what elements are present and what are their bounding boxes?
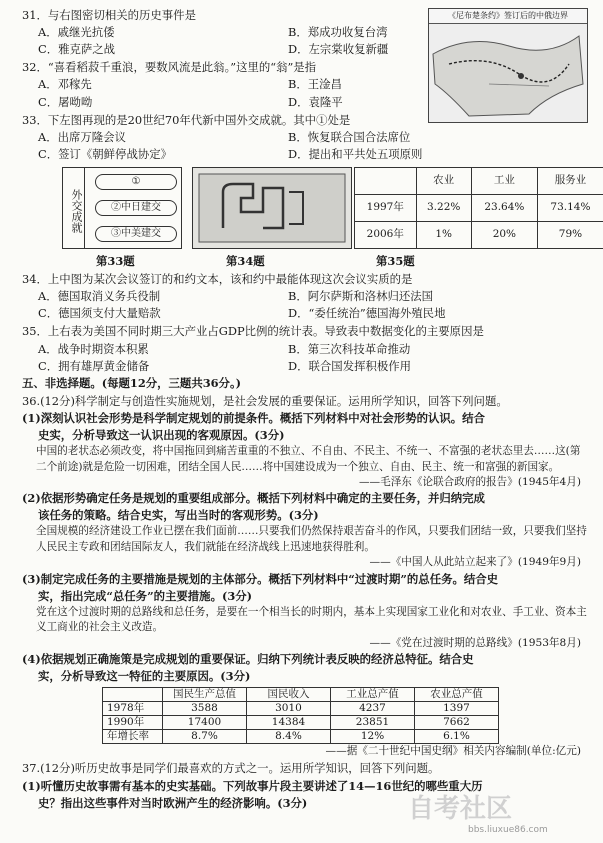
table-header-row: 国民生产总值 国民收入 工业总产值 农业总产值 xyxy=(103,688,499,702)
question-34 xyxy=(22,271,589,322)
figure-captions xyxy=(22,253,589,270)
diplomacy-diagram xyxy=(62,167,182,249)
question-36: 36.(12分)科学制定与创造性实施规划，是社会发展的重要保证。运用所学知识，回答下列问题。 (1)深刻认识社会形势是科学制定规划的前提条件。概括下列材料中对社会形势的认识。结合 史实，分析导致这一认识出现的客观原因。(3分) 中国的老状态必须改变，将中国拖回到痛苦重重的不独立、不自由、不民主、不统一、不富强的老状态里去……这(第二个前途)就是危险一切困难，团结全国人民……将中国建设成为一个独立、自由、民主、统一和富强的新国家。 ——毛泽东《论联合政府的报告》(1945年4月) (2)依据形势确定任务是规划的重要组成部分。概括下列材料中确定的主要任务，并归纳完成 该任务的策略。结合史实，写出当时的客观形势。(3分) 全国规模的经济建设工作业已摆在我们面前……只要我们仍然保持艰苦奋斗的作风，只要我们团结一致，只要我们坚持人民民主专政和团结国际友人，我们就能在经济战线上迅速地获得胜利。 ——《中国人从此站立起来了》(1949年9月) (3)制定完成任务的主要措施是规划的主体部分。概括下列材料中“过渡时期”的总任务。结合史 实，指出完成“总任务”的主要措施。(3分) 党在这个过渡时期的总路线和总任务，是要在一个相当长的时期内，基本上实现国家工业化和对农业、手工业、资本主义工商业的社会主义改造。 ——《党在过渡时期的总路线》(1953年8月) (4)依据规划正确施策是完成规划的重要保证。归纳下列统计表反映的经济总特征。结合史 实，分析导致这一特征的主要原因。(3分) 国民生产总值 国民收入 工业总产值 农业总产值 1978年 3588 3010 4237 1397 1990年 17400 14384 23851 7662 年增长率 8.7% 8.4% 12% 6.1% ——据《二十世纪中国史纲》相关内容编制(单位:亿元) xyxy=(22,393,589,760)
q36-material3: 党在这个过渡时期的总路线和总任务，是要在一个相当长的时期内，基本上实现国家工业化和对农业、手工业、资本主义工商业的社会主义改造。 xyxy=(36,605,587,634)
q34-options xyxy=(22,288,589,322)
q32-stem: 32．“喜看稻菽千重浪，要数风流是此翁。”这里的“翁”是指 xyxy=(22,60,317,75)
q34-option-c[interactable]: C．德国须支付大量赔款 xyxy=(38,306,161,321)
q35-option-a[interactable]: A．战争时期资本积累 xyxy=(38,341,149,356)
q36-material2: 全国规模的经济建设工作业已摆在我们面前……只要我们仍然保持艰苦奋斗的作风，只要我们团结一致，只要我们坚持人民民主专政和团结国际友人，我们就能在经济战线上迅速地获得胜利。 xyxy=(36,525,587,553)
q36-part2: (2)依据形势确定任务是规划的重要组成部分。概括下列材料中确定的主要任务，并归纳完成 xyxy=(22,491,485,506)
diagram-side-label: 外交成就 xyxy=(63,168,85,248)
economy-stats-table xyxy=(102,687,499,744)
treaty-document-photo xyxy=(192,167,352,249)
caption-35: 第35题 xyxy=(376,253,415,268)
table-header-row: 农业 工业 服务业 xyxy=(355,167,603,194)
q35-option-c[interactable]: C．拥有雄厚黄金储备 xyxy=(38,358,150,373)
ribbon-seal-illustration xyxy=(193,168,351,248)
q31-option-d[interactable]: D．左宗棠收复新疆 xyxy=(288,42,389,57)
figure-row xyxy=(62,167,589,253)
question-35 xyxy=(22,323,589,374)
q33-option-d[interactable]: D．提出和平共处五项原则 xyxy=(288,146,423,161)
q31-option-b[interactable]: B．郑成功收复台湾 xyxy=(288,25,388,40)
table-row: 1990年 17400 14384 23851 7662 xyxy=(103,716,499,730)
q34-stem: 34．上中图为某次会议签订的和约文本，该和约中最能体现这次会议实质的是 xyxy=(22,272,413,287)
q35-option-b[interactable]: B．第三次科技革命推动 xyxy=(288,341,411,356)
q36-part3: (3)制定完成任务的主要措施是规划的主体部分。概括下列材料中“过渡时期”的总任务。结合史 xyxy=(22,571,499,586)
gdp-structure-table xyxy=(354,167,603,249)
q36-table-source: ——据《二十世纪中国史纲》相关内容编制(单位:亿元) xyxy=(325,745,581,758)
table-row: 2006年 1% 20% 79% xyxy=(355,221,603,248)
q35-option-d[interactable]: D．联合国发挥积极作用 xyxy=(288,358,412,373)
q36-material1: 中国的老状态必须改变，将中国拖回到痛苦重重的不独立、不自由、不民主、不统一、不富强的老状态里去……这(第二个前途)就是危险一切困难，团结全国人民……将中国建设成为一个独立、自由、民主、统一和富强的新国家。 xyxy=(36,445,581,473)
q32-option-a[interactable]: A．邓稼先 xyxy=(38,77,92,92)
diagram-item-2: ②中日建交 xyxy=(95,200,177,216)
question-37: 37.(12分)听历史故事是同学们最喜欢的方式之一。运用所学知识，回答下列问题。 (1)听懂历史故事需有基本的史实基础。下列故事片段主要讲述了14—16世纪的哪些重大历 史？指出这些事件对当时欧洲产生的经济影响。(3分) xyxy=(22,760,589,811)
table-row: 年增长率 8.7% 8.4% 12% 6.1% xyxy=(103,730,499,744)
q32-option-b[interactable]: B．王淦昌 xyxy=(288,77,342,92)
q36-stem: 36.(12分)科学制定与创造性实施规划，是社会发展的重要保证。运用所学知识，回答下列问题。 xyxy=(22,393,508,408)
q33-option-c[interactable]: C．签订《朝鲜停战协定》 xyxy=(38,146,173,161)
q32-option-d[interactable]: D．袁隆平 xyxy=(288,94,343,109)
q31-stem: 31．与右图密切相关的历史事件是 xyxy=(22,8,196,22)
q36-source2: ——《中国人从此站立起来了》(1949年9月) xyxy=(369,556,581,569)
q34-option-a[interactable]: A．德国取消义务兵役制 xyxy=(38,289,161,304)
map-border-illustration xyxy=(429,24,587,120)
q31-option-a[interactable]: A．戚继光抗倭 xyxy=(38,25,115,40)
section-heading: 五、非选择题。(每题12分，三题共36分。) xyxy=(22,375,242,390)
treaty-map-figure xyxy=(428,8,588,123)
map-caption: 《尼布楚条约》签订后的中俄边界 xyxy=(429,9,587,24)
table-row: 1978年 3588 3010 4237 1397 xyxy=(103,702,499,716)
q33-options xyxy=(22,129,589,163)
q36-source3: ——《党在过渡时期的总路线》(1953年8月) xyxy=(369,636,581,649)
q35-stem: 35．上右表为美国不同时期三大产业占GDP比例的统计表。导致表中数据变化的主要原因是 xyxy=(22,324,484,339)
diagram-item-3: ③中美建交 xyxy=(95,226,177,242)
q34-option-b[interactable]: B．阿尔萨斯和洛林归还法国 xyxy=(288,289,434,304)
q37-stem: 37.(12分)听历史故事是同学们最喜欢的方式之一。运用所学知识，回答下列问题。 xyxy=(22,761,440,776)
q36-source1: ——毛泽东《论联合政府的报告》(1945年4月) xyxy=(358,475,581,488)
q35-options xyxy=(22,341,589,375)
caption-34: 第34题 xyxy=(226,253,265,268)
watermark-logo: 自考社区 xyxy=(408,794,513,824)
q33-option-b[interactable]: B．恢复联合国合法席位 xyxy=(288,129,411,144)
q31-option-c[interactable]: C．雅克萨之战 xyxy=(38,42,116,57)
q37-part1: (1)听懂历史故事需有基本的史实基础。下列故事片段主要讲述了14—16世纪的哪些重大历 xyxy=(22,778,483,793)
q33-option-a[interactable]: A．出席万隆会议 xyxy=(38,129,126,144)
caption-33: 第33题 xyxy=(96,253,135,268)
q32-option-c[interactable]: C．屠呦呦 xyxy=(38,94,93,109)
watermark-url: bbs.liuxue86.com xyxy=(468,825,548,835)
q36-part4: (4)依据规划正确施策是完成规划的重要保证。归纳下列统计表反映的经济总特征。结合史 xyxy=(22,651,474,666)
diagram-item-1: ① xyxy=(95,174,177,190)
q34-option-d[interactable]: D．“委任统治”德国海外殖民地 xyxy=(288,306,446,321)
q33-stem: 33．下左图再现的是20世纪70年代新中国外交成就。其中①处是 xyxy=(22,112,351,127)
table-row: 1997年 3.22% 23.64% 73.14% xyxy=(355,194,603,221)
q36-part1: (1)深刻认识社会形势是科学制定规划的前提条件。概括下列材料中对社会形势的认识。结合 xyxy=(22,410,485,425)
